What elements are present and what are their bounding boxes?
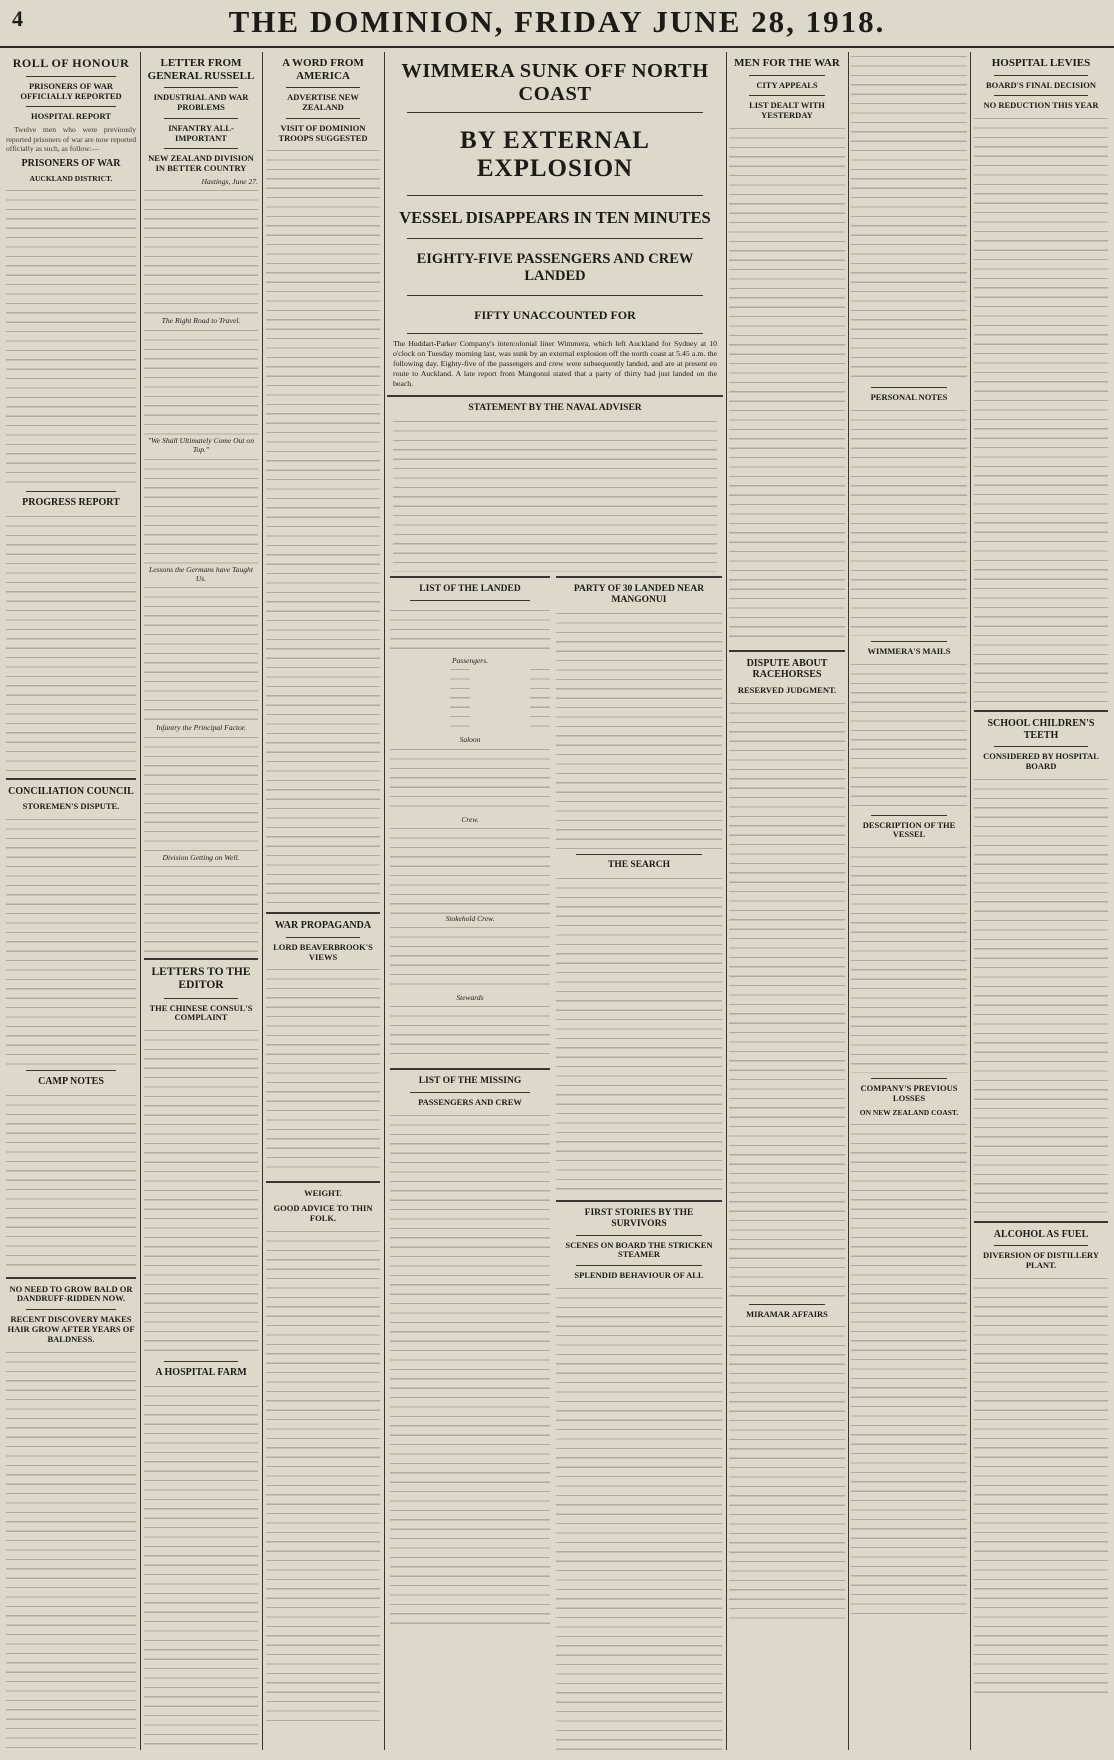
subhead-division-well: Division Getting on Well. (162, 852, 240, 862)
names-list (390, 824, 550, 914)
headline-word-america: A WORD FROM AMERICA (282, 57, 364, 82)
headline-eighty-five-landed: EIGHTY-FIVE PASSENGERS AND CREW LANDED (416, 251, 694, 284)
subhead-personal-notes: PERSONAL NOTES (870, 392, 948, 402)
masthead (0, 0, 1114, 48)
text-body-block (851, 406, 967, 636)
text-body-block (144, 1382, 258, 1750)
subhead-final-decision: BOARD'S FINAL DECISION (985, 79, 1097, 90)
subhead-infantry: INFANTRY ALL-IMPORTANT (168, 122, 234, 143)
text-body-block (851, 52, 967, 382)
subhead-advertise-nz: ADVERTISE NEW ZEALAND (287, 92, 359, 113)
text-body-block (390, 606, 550, 656)
label-crew: Crew. (461, 814, 479, 824)
subhead-visit-troops: VISIT OF DOMINION TROOPS SUGGESTED (278, 122, 368, 143)
subhead-passengers-crew: PASSENGERS AND CREW (418, 1097, 522, 1108)
subhead-description-vessel: DESCRIPTION OF THE VESSEL (862, 819, 956, 840)
headline-general-russell: LETTER FROM GENERAL RUSSELL (147, 57, 255, 82)
text-body-block (144, 583, 258, 723)
column-personal-notes (851, 52, 967, 1750)
text-body-block (6, 512, 136, 772)
subhead-chinese-consul: THE CHINESE CONSUL'S COMPLAINT (149, 1002, 253, 1023)
text-body-block (556, 609, 722, 849)
subhead-district: AUCKLAND DISTRICT. (29, 173, 113, 183)
column-rule (262, 52, 263, 1750)
text-body-block (144, 862, 258, 952)
subhead-hospital-board: CONSIDERED BY HOSPITAL BOARD (983, 751, 1099, 771)
text-body-block (144, 326, 258, 436)
column-general-russell (144, 52, 258, 1750)
headline-external-explosion: BY EXTERNAL EXPLOSION (460, 127, 650, 182)
lead-paragraph: The Huddart-Parker Company's intercolonial liner Wimmera, which left Auckland for Sydney at 10 o'clock on Tuesday morning last, was sunk by an external explosion off the north coast at 5.45 a.m. the following day. Eighty-five of the passengers and crew were subsequently landed, and are at present en route to Auckland. A late report from Mangonui stated that a party of thirty had just landed on the beach. (393, 339, 717, 388)
names-list (390, 665, 550, 735)
headline-alcohol-fuel: ALCOHOL AS FUEL (993, 1228, 1089, 1240)
headline-roll-of-honour: ROLL OF HONOUR (12, 56, 130, 70)
subhead-prisoners-of-war: PRISONERS OF WAR (21, 158, 121, 170)
column-roll-of-honour (6, 52, 136, 1750)
text-body-block (556, 874, 722, 1194)
text-body-block (6, 186, 136, 486)
subhead-prisoners-reported: PRISONERS OF WAR OFFICIALLY REPORTED (20, 80, 122, 101)
subhead-list-missing: LIST OF THE MISSING (418, 1076, 522, 1087)
column-rule (848, 52, 849, 1750)
lead-story (387, 52, 723, 572)
text-body-block (144, 186, 258, 316)
subhead-the-search: THE SEARCH (607, 859, 671, 870)
column-hospital-levies (974, 52, 1108, 1750)
subhead-wimmeras-mails: WIMMERA'S MAILS (867, 645, 951, 656)
subhead-lessons: Lessons the Germans have Taught Us. (149, 564, 253, 583)
label-passengers: Passengers. (451, 655, 489, 665)
names-list (390, 745, 550, 815)
text-body-block (851, 843, 967, 1073)
subhead-infantry-factor: Infantry the Principal Factor. (156, 723, 246, 733)
label-stokehold: Stokehold Crew. (445, 913, 495, 923)
subhead-hospital-farm: A HOSPITAL FARM (155, 1367, 247, 1379)
text-body-block (6, 815, 136, 1065)
text-body-block (144, 455, 258, 565)
subhead-miramar: MIRAMAR AFFAIRS (746, 1308, 828, 1319)
subhead-splendid: SPLENDID BEHAVIOUR OF ALL (574, 1270, 704, 1281)
names-list (390, 1111, 550, 1631)
subhead-nz-division: NEW ZEALAND DIVISION IN BETTER COUNTRY (148, 153, 254, 174)
text-body-block (729, 1322, 845, 1622)
headline-dispute-racehorses: DISPUTE ABOUT RACEHORSES (746, 657, 828, 681)
column-rule (140, 52, 141, 1750)
names-list (390, 923, 550, 993)
subhead-come-out-top: "We Shall Ultimately Come Out on Top." (147, 435, 255, 455)
subhead-no-reduction: NO REDUCTION THIS YEAR (983, 100, 1099, 111)
headline-men-for-war: MEN FOR THE WAR (734, 57, 840, 69)
subhead-first-stories: FIRST STORIES BY THE SURVIVORS (584, 1207, 694, 1229)
ad-headline-weight: WEIGHT. (304, 1188, 342, 1199)
column-rule (726, 52, 727, 1750)
names-list (390, 1002, 550, 1062)
ad-subhead-thin-folk: GOOD ADVICE TO THIN FOLK. (273, 1203, 373, 1223)
text-body-block (729, 124, 845, 644)
column-rule (384, 52, 385, 1750)
text-body-block (266, 965, 380, 1175)
label-stewards: Stewards (456, 993, 484, 1003)
column-word-from-america (266, 52, 380, 1750)
subhead-city-appeals: CITY APPEALS (756, 79, 818, 90)
text-body-block (6, 1091, 136, 1271)
subhead-distillery: DIVERSION OF DISTILLERY PLANT. (982, 1250, 1100, 1270)
subhead-progress-report: PROGRESS REPORT (22, 497, 120, 509)
subhead-conciliation-council: CONCILIATION COUNCIL (8, 785, 134, 797)
headline-fifty-unaccounted: FIFTY UNACCOUNTED FOR (474, 308, 636, 322)
subhead-party-thirty: PARTY OF 30 LANDED NEAR MANGONUI (573, 584, 705, 605)
text-body-block (974, 1274, 1108, 1694)
text-body-block (6, 1348, 136, 1748)
text-body-block (144, 1026, 258, 1356)
ad-headline-bald: NO NEED TO GROW BALD OR DANDRUFF-RIDDEN NOW. (9, 1283, 133, 1304)
subhead-list-dealt: LIST DEALT WITH YESTERDAY (749, 100, 825, 121)
headline-wimmera-sunk: WIMMERA SUNK OFF NORTH COAST (401, 60, 709, 105)
column-rule (970, 52, 971, 1750)
text-body-block (851, 1120, 967, 1620)
text-body-block (266, 146, 380, 906)
ad-headline-hair: RECENT DISCOVERY MAKES HAIR GROW AFTER YEARS OF BALDNESS. (7, 1314, 135, 1344)
text-body-block (851, 660, 967, 810)
text-body-block (729, 699, 845, 1299)
subhead-hospital-report: HOSPITAL REPORT (30, 111, 112, 122)
subhead-reserved-judgment: RESERVED JUDGMENT. (737, 684, 837, 695)
headline-school-teeth: SCHOOL CHILDREN'S TEETH (987, 718, 1095, 741)
text-body-block (266, 1227, 380, 1727)
headline-war-propaganda: WAR PROPAGANDA (274, 920, 372, 932)
subhead-industrial-war: INDUSTRIAL AND WAR PROBLEMS (153, 92, 249, 113)
page-number: 4 (12, 6, 23, 31)
column-men-for-war (729, 52, 845, 1750)
text-body-block (974, 775, 1108, 1215)
lead-subcolumn-left (390, 570, 550, 1750)
subhead-storemens-dispute: STOREMEN'S DISPUTE. (22, 801, 120, 812)
headline-vessel-disappears: VESSEL DISAPPEARS IN TEN MINUTES (399, 208, 711, 227)
label-saloon: Saloon (459, 735, 481, 745)
text-body-block (556, 1284, 722, 1750)
subhead-scenes-board: SCENES ON BOARD THE STRICKEN STEAMER (565, 1239, 713, 1260)
subhead-company-losses: COMPANY'S PREVIOUS LOSSES (860, 1083, 958, 1103)
article-intro: Twelve men who were previously reported prisoners of war are now reported officially as such, as follow:— (6, 125, 136, 153)
lead-subcolumn-right (556, 570, 722, 1750)
subhead-camp-notes: CAMP NOTES (38, 1076, 104, 1088)
subhead-list-landed: LIST OF THE LANDED (419, 584, 521, 594)
subhead-beaverbrook: LORD BEAVERBROOK'S VIEWS (273, 941, 373, 962)
subhead-right-road: The Right Road to Travel. (161, 316, 241, 326)
subhead-nz-coast: ON NEW ZEALAND COAST. (859, 1107, 959, 1117)
headline-letters-editor: LETTERS TO THE EDITOR (151, 966, 251, 992)
subhead-naval-adviser: STATEMENT BY THE NAVAL ADVISER (468, 403, 642, 413)
text-body-block (144, 733, 258, 853)
headline-hospital-levies: HOSPITAL LEVIES (991, 57, 1091, 69)
newspaper-title: THE DOMINION, FRIDAY JUNE 28, 1918. (228, 4, 886, 39)
dateline: Hastings, June 27. (201, 176, 258, 186)
text-body-block (393, 417, 717, 572)
text-body-block (974, 114, 1108, 704)
